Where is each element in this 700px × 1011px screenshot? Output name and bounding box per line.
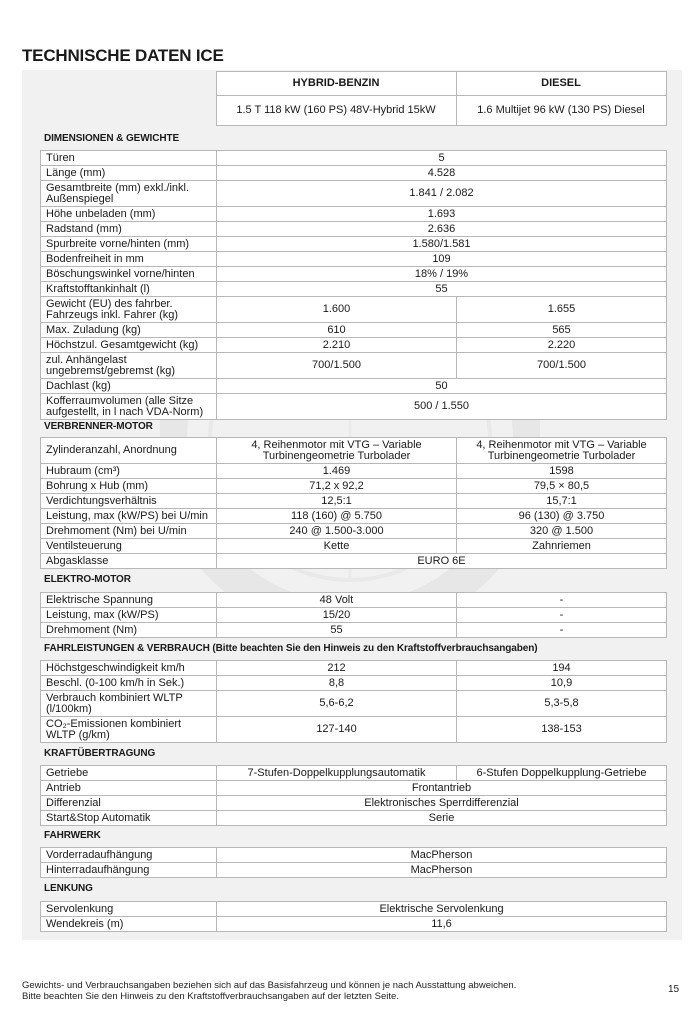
spec-table-electric-motor <box>40 592 667 638</box>
spec-label: Differenzial <box>41 796 217 811</box>
header-spacer <box>40 72 216 96</box>
spec-value: - <box>457 623 667 638</box>
spec-label: Max. Zuladung (kg) <box>41 323 217 338</box>
col1-engine: 1.5 T 118 kW (160 PS) 48V-Hybrid 15kW <box>216 96 456 126</box>
spec-value: 700/1.500 <box>217 353 457 379</box>
spec-value: 15/20 <box>217 608 457 623</box>
section-title-performance: FAHRLEISTUNGEN & VERBRAUCH (Bitte beachten Sie den Hinweis zu den Kraftstoffverbrauchsangaben) <box>44 643 538 654</box>
table-row <box>41 766 667 781</box>
spec-label: Höchstzul. Gesamtgewicht (kg) <box>41 338 217 353</box>
spec-label: Hinterradaufhängung <box>41 863 217 878</box>
spec-value: 11,6 <box>217 917 667 932</box>
spec-value: 138-153 <box>457 717 667 743</box>
table-row <box>41 593 667 608</box>
spec-value: 2.636 <box>217 222 667 237</box>
table-row <box>41 237 667 252</box>
column-header-table <box>40 71 667 126</box>
spec-label: Verbrauch kombiniert WLTP (l/100km) <box>41 691 217 717</box>
spec-value: Frontantrieb <box>217 781 667 796</box>
footer-line-1: Gewichts- und Verbrauchsangaben beziehen sich auf das Basisfahrzeug und können je nach Ausstattung abweichen. <box>22 980 517 991</box>
spec-value: 15,7:1 <box>457 494 667 509</box>
spec-label: Drehmoment (Nm) <box>41 623 217 638</box>
table-row <box>41 717 667 743</box>
table-row <box>41 353 667 379</box>
spec-label: Kraftstofftankinhalt (l) <box>41 282 217 297</box>
spec-label: Antrieb <box>41 781 217 796</box>
table-row <box>41 863 667 878</box>
spec-value: 109 <box>217 252 667 267</box>
spec-label: Böschungswinkel vorne/hinten <box>41 267 217 282</box>
spec-value: MacPherson <box>217 848 667 863</box>
spec-value: 10,9 <box>457 676 667 691</box>
spec-value: Serie <box>217 811 667 826</box>
spec-label: zul. Anhängelast ungebremst/gebremst (kg) <box>41 353 217 379</box>
spec-label: CO₂-Emissionen kombiniert WLTP (g/km) <box>41 717 217 743</box>
table-row <box>41 394 667 420</box>
table-row <box>41 267 667 282</box>
spec-value: - <box>457 608 667 623</box>
table-row <box>41 811 667 826</box>
table-row <box>41 917 667 932</box>
spec-value: - <box>457 593 667 608</box>
spec-label: Höhe unbeladen (mm) <box>41 207 217 222</box>
table-row <box>41 438 667 464</box>
section-title-transmission: KRAFTÜBERTRAGUNG <box>44 748 156 759</box>
spec-value: 1.655 <box>457 297 667 323</box>
footer-line-2: Bitte beachten Sie den Hinweis zu den Kraftstoffverbrauchsangaben auf der letzten Seite. <box>22 991 399 1002</box>
spec-label: Kofferraumvolumen (alle Sitze aufgestellt, in l nach VDA-Norm) <box>41 394 217 420</box>
col2-engine: 1.6 Multijet 96 kW (130 PS) Diesel <box>456 96 666 126</box>
spec-value: 7-Stufen-Doppelkupplungsautomatik <box>217 766 457 781</box>
spec-label: Bohrung x Hub (mm) <box>41 479 217 494</box>
spec-value: 5,6-6,2 <box>217 691 457 717</box>
table-row <box>41 524 667 539</box>
spec-value: 1598 <box>457 464 667 479</box>
section-title-combustion-engine: VERBRENNER-MOTOR <box>44 421 153 432</box>
spec-label: Abgasklasse <box>41 554 217 569</box>
table-row <box>41 379 667 394</box>
spec-label: Radstand (mm) <box>41 222 217 237</box>
spec-value: Kette <box>217 539 457 554</box>
spec-value: 8,8 <box>217 676 457 691</box>
col1-name: HYBRID-BENZIN <box>216 72 456 96</box>
spec-label: Leistung, max (kW/PS) bei U/min <box>41 509 217 524</box>
spec-label: Ventilsteuerung <box>41 539 217 554</box>
spec-value: 212 <box>217 661 457 676</box>
spec-value: 4.528 <box>217 166 667 181</box>
spec-value: 320 @ 1.500 <box>457 524 667 539</box>
page-title: TECHNISCHE DATEN ICE <box>22 46 224 65</box>
spec-table-transmission <box>40 765 667 826</box>
table-row <box>41 297 667 323</box>
section-title-electric-motor: ELEKTRO-MOTOR <box>44 574 131 585</box>
section-title-chassis: FAHRWERK <box>44 830 101 841</box>
spec-label: Leistung, max (kW/PS) <box>41 608 217 623</box>
spec-label: Hubraum (cm³) <box>41 464 217 479</box>
spec-value: 55 <box>217 282 667 297</box>
page-number: 15 <box>668 984 680 995</box>
spec-value: 18% / 19% <box>217 267 667 282</box>
table-row <box>41 554 667 569</box>
spec-value: 1.580/1.581 <box>217 237 667 252</box>
spec-value: 6-Stufen Doppelkupplung-Getriebe <box>457 766 667 781</box>
spec-value: 4, Reihenmotor mit VTG – Variable Turbinengeometrie Turbolader <box>217 438 457 464</box>
spec-label: Gesamtbreite (mm) exkl./inkl. Außenspiegel <box>41 181 217 207</box>
table-row <box>41 796 667 811</box>
spec-label: Drehmoment (Nm) bei U/min <box>41 524 217 539</box>
table-row <box>41 181 667 207</box>
spec-label: Höchstgeschwindigkeit km/h <box>41 661 217 676</box>
spec-value: 2.220 <box>457 338 667 353</box>
spec-value: 565 <box>457 323 667 338</box>
spec-value: MacPherson <box>217 863 667 878</box>
spec-value: 1.600 <box>217 297 457 323</box>
spec-value: 50 <box>217 379 667 394</box>
spec-label: Start&Stop Automatik <box>41 811 217 826</box>
table-row <box>41 623 667 638</box>
spec-label: Spurbreite vorne/hinten (mm) <box>41 237 217 252</box>
spec-value: 610 <box>217 323 457 338</box>
spec-value: 118 (160) @ 5.750 <box>217 509 457 524</box>
spec-value: Elektronisches Sperrdifferenzial <box>217 796 667 811</box>
spec-label: Länge (mm) <box>41 166 217 181</box>
spec-label: Getriebe <box>41 766 217 781</box>
col2-name: DIESEL <box>456 72 666 96</box>
spec-value: Zahnriemen <box>457 539 667 554</box>
spec-label: Elektrische Spannung <box>41 593 217 608</box>
table-row <box>41 222 667 237</box>
table-row <box>41 509 667 524</box>
table-row <box>41 781 667 796</box>
table-row <box>41 166 667 181</box>
table-row <box>41 338 667 353</box>
spec-table-chassis <box>40 847 667 878</box>
section-title-dimensions: DIMENSIONEN & GEWICHTE <box>44 133 180 144</box>
spec-value: 1.841 / 2.082 <box>217 181 667 207</box>
spec-table-performance <box>40 660 667 743</box>
spec-table-steering <box>40 901 667 932</box>
spec-value: 127-140 <box>217 717 457 743</box>
spec-value: 194 <box>457 661 667 676</box>
spec-value: 1.469 <box>217 464 457 479</box>
spec-label: Beschl. (0-100 km/h in Sek.) <box>41 676 217 691</box>
spec-label: Zylinderanzahl, Anordnung <box>41 438 217 464</box>
table-row <box>41 676 667 691</box>
table-row <box>41 252 667 267</box>
table-row <box>41 539 667 554</box>
table-row <box>41 691 667 717</box>
spec-value: 500 / 1.550 <box>217 394 667 420</box>
spec-value: 71,2 x 92,2 <box>217 479 457 494</box>
table-row <box>41 494 667 509</box>
spec-value: 96 (130) @ 3.750 <box>457 509 667 524</box>
table-row <box>41 479 667 494</box>
spec-label: Türen <box>41 151 217 166</box>
table-row <box>41 902 667 917</box>
spec-label: Bodenfreiheit in mm <box>41 252 217 267</box>
spec-label: Gewicht (EU) des fahrber. Fahrzeugs inkl. Fahrer (kg) <box>41 297 217 323</box>
table-row <box>41 282 667 297</box>
table-row <box>41 848 667 863</box>
spec-value: 1.693 <box>217 207 667 222</box>
spec-value: Elektrische Servolenkung <box>217 902 667 917</box>
spec-value: 4, Reihenmotor mit VTG – Variable Turbinengeometrie Turbolader <box>457 438 667 464</box>
spec-label: Verdichtungsverhältnis <box>41 494 217 509</box>
spec-label: Servolenkung <box>41 902 217 917</box>
spec-value: EURO 6E <box>217 554 667 569</box>
spec-value: 79,5 × 80,5 <box>457 479 667 494</box>
table-row <box>41 464 667 479</box>
spec-value: 48 Volt <box>217 593 457 608</box>
footer-note <box>22 980 516 1002</box>
spec-value: 12,5:1 <box>217 494 457 509</box>
table-row <box>41 207 667 222</box>
spec-value: 700/1.500 <box>457 353 667 379</box>
spec-table-combustion-engine <box>40 437 667 569</box>
spec-value: 240 @ 1.500-3.000 <box>217 524 457 539</box>
header-spacer <box>40 96 216 126</box>
table-row <box>41 608 667 623</box>
section-title-steering: LENKUNG <box>44 883 93 894</box>
spec-value: 55 <box>217 623 457 638</box>
spec-value: 5 <box>217 151 667 166</box>
table-row <box>41 323 667 338</box>
spec-label: Vorderradaufhängung <box>41 848 217 863</box>
spec-value: 5,3-5,8 <box>457 691 667 717</box>
table-row <box>41 151 667 166</box>
spec-table-dimensions <box>40 150 667 420</box>
spec-label: Dachlast (kg) <box>41 379 217 394</box>
table-row <box>41 661 667 676</box>
spec-value: 2.210 <box>217 338 457 353</box>
spec-label: Wendekreis (m) <box>41 917 217 932</box>
